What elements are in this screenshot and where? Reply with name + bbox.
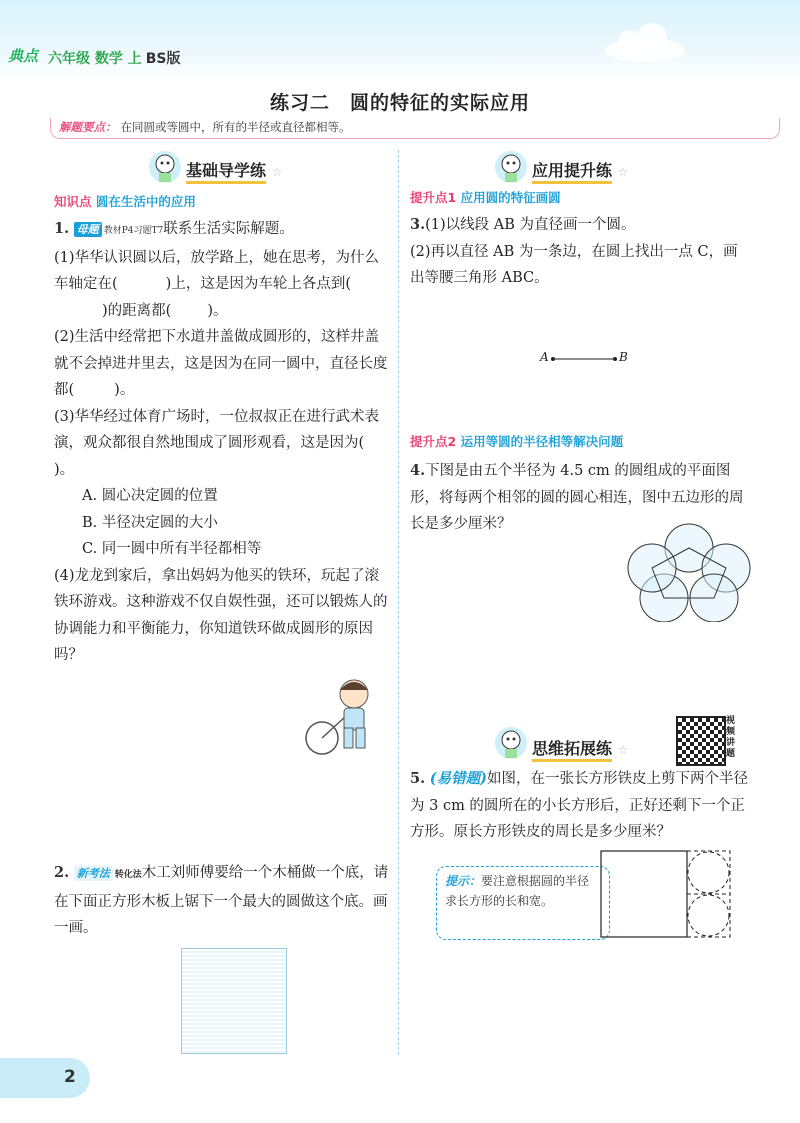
q5-number: 5. [410, 770, 426, 787]
q2-number: 2. [54, 864, 70, 881]
q1-part2-b: )。 [114, 382, 135, 398]
q3-part1: (1)以线段 AB 为直径画一个圆。 [425, 217, 636, 233]
page-number-tab [0, 1058, 90, 1098]
boy-illustration [300, 672, 382, 758]
section-basic [186, 158, 282, 181]
knowledge-label: 知识点 [54, 194, 92, 209]
q2-text: 木工刘师傅要给一个木桶做一个底，请在下面正方形木板上锯下一个最大的圆做这个底。画一画。 [54, 865, 389, 936]
grade-label [48, 48, 181, 68]
star-icon: ☆ [271, 165, 283, 179]
knowledge-point [54, 192, 196, 210]
section-apply-title: 应用提升练 [532, 161, 612, 184]
qr-code[interactable] [676, 716, 726, 766]
question-5 [410, 766, 750, 846]
q1-intro: 联系生活实际解题。 [163, 221, 294, 237]
q1-part4: (4)龙龙到家后，拿出妈妈为他买的铁环，玩起了滚铁环游戏。这种游戏不仅自娱性强，还可以锻炼人的协调能力和平衡能力，你知道铁环做成圆形的原因吗？ [54, 567, 388, 663]
mascot-icon [494, 726, 528, 760]
question-3 [410, 212, 750, 292]
point-a-label: A [540, 350, 549, 364]
edition-text: BS版 [145, 51, 181, 67]
q1-badge: 母题 [74, 222, 102, 237]
improve-point-2 [410, 432, 623, 450]
section-basic-title: 基础导学练 [186, 161, 266, 184]
key-point-text: 在同圆或等圆中，所有的半径或直径都相等。 [120, 120, 351, 134]
question-2 [54, 860, 390, 942]
square-board[interactable] [181, 948, 287, 1054]
knowledge-text: 圆在生活中的应用 [95, 194, 196, 209]
page-title: 练习二 圆的特征的实际应用 [269, 92, 530, 114]
q1-ref: 教材P4习题T7 [103, 226, 164, 236]
key-point-box [50, 118, 780, 139]
segment-ab [550, 354, 618, 364]
cloud-icon [600, 20, 690, 65]
mascot-icon [494, 150, 528, 184]
improve-point-1 [410, 188, 561, 206]
hint-text: 要注意根据圆的半径求长方形的长和宽。 [445, 874, 590, 908]
kp2-label: 提升点2 [410, 434, 457, 449]
q1-part1-a: (1)华华认识圆以后，放学路上，她在思考，为什么车轴定在( [54, 249, 380, 292]
rectangle-figure [600, 850, 740, 940]
key-point-label: 解题要点： [59, 120, 117, 134]
q1-number: 1. [54, 220, 70, 237]
q1-part1-c: )的距离都( [102, 302, 172, 319]
mascot-icon [148, 150, 182, 184]
q5-text: 如图，在一张长方形铁皮上剪下两个半径为 3 cm 的圆所在的小长方形后，正好还剩下一个正方形。原长方形铁皮的周长是多少厘米？ [410, 771, 748, 840]
section-apply [532, 158, 628, 181]
q2-tag: 转化法 [114, 870, 142, 880]
q3-number: 3. [410, 216, 426, 233]
q1-part3-b: )。 [54, 461, 75, 478]
section-extend-title: 思维拓展练 [532, 739, 612, 762]
series-logo: 典点 [8, 47, 39, 65]
hint-label: 提示： [445, 874, 482, 888]
kp2-text: 运用等圆的半径相等解决问题 [460, 434, 624, 449]
kp1-label: 提升点1 [410, 190, 457, 205]
q1-part1-d: )。 [207, 302, 228, 319]
q3-part2: (2)再以直径 AB 为一条边，在圆上找出一点 C，画出等腰三角形 ABC。 [410, 243, 738, 286]
option-b[interactable]: B. 半径决定圆的大小 [82, 514, 218, 531]
section-extend [532, 736, 628, 759]
q4-number: 4. [410, 462, 426, 479]
option-c[interactable]: C. 同一圆中所有半径都相等 [82, 541, 262, 557]
kp1-text: 应用圆的特征画圆 [460, 190, 561, 205]
q4-text: 下图是由五个半径为 4.5 cm 的圆组成的平面图形，将每两个相邻的圆的圆心相连，图中五边形的周长是多少厘米？ [410, 463, 744, 532]
video-label: 视频讲题 [726, 716, 736, 759]
point-b-label: B [619, 350, 628, 364]
q5-badge: (易错题) [429, 770, 487, 787]
star-icon: ☆ [617, 165, 629, 179]
five-circles-figure [626, 520, 752, 622]
option-a[interactable]: A. 圆心决定圆的位置 [82, 488, 218, 504]
q1-part2-a: (2)生活中经常把下水道井盖做成圆形的，这样井盖就不会掉进井里去，这是因为在同一圆中，直径长度都( [54, 329, 388, 398]
q2-badge: 新考法 [74, 866, 113, 881]
column-divider [398, 150, 399, 1055]
page-number: 2 [64, 1067, 76, 1087]
q1-part1-b: )上，这是因为车轮上各点到( [165, 276, 351, 292]
star-icon: ☆ [617, 743, 629, 757]
hint-box [436, 866, 610, 940]
q1-part3-a: (3)华华经过体育广场时，一位叔叔正在进行武术表演，观众都很自然地围成了圆形观看，这是因为( [54, 408, 380, 451]
question-1 [54, 216, 390, 669]
grade-text: 六年级 数学 上 [48, 51, 142, 67]
